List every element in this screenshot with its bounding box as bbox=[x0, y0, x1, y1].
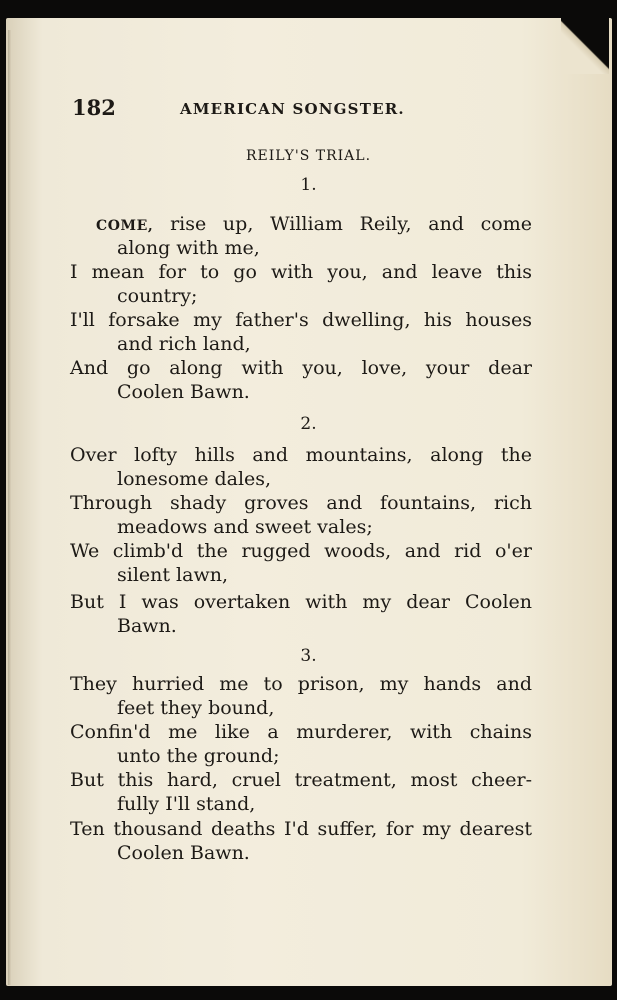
verse-line-continuation: lonesome dales, bbox=[117, 468, 272, 490]
page-number: 182 bbox=[72, 95, 116, 120]
verse-line-continuation: Bawn. bbox=[117, 615, 177, 637]
song-title: REILY'S TRIAL. bbox=[245, 148, 372, 164]
drop-word: COME, bbox=[96, 218, 154, 234]
verse-line: Over lofty hills and mountains, along the bbox=[70, 444, 532, 466]
verse-line bbox=[96, 212, 532, 238]
verse-line: Ten thousand deaths I'd suffer, for my dearest bbox=[70, 818, 532, 840]
verse-line: But this hard, cruel treatment, most cheer- bbox=[70, 769, 532, 791]
verse-line: I'll forsake my father's dwelling, his houses bbox=[70, 309, 532, 331]
verse-line-continuation: silent lawn, bbox=[117, 564, 229, 586]
verse-line-continuation: feet they bound, bbox=[117, 697, 275, 719]
verse-line: Confin'd me like a murderer, with chains bbox=[70, 721, 532, 743]
verse-line: I mean for to go with you, and leave this bbox=[70, 261, 532, 283]
verse-number: 1. bbox=[300, 175, 317, 195]
verse-line: But I was overtaken with my dear Coolen bbox=[70, 591, 532, 613]
verse-number: 3. bbox=[300, 646, 317, 666]
line-text: rise up, William Reily, and come bbox=[170, 213, 532, 235]
verse-line-continuation: country; bbox=[117, 285, 198, 307]
verse-line: We climb'd the rugged woods, and rid o'er bbox=[70, 540, 532, 562]
running-title: AMERICAN SONGSTER. bbox=[180, 100, 405, 118]
verse-line: They hurried me to prison, my hands and bbox=[70, 673, 532, 695]
verse-line-continuation: fully I'll stand, bbox=[117, 793, 256, 815]
verse-line: And go along with you, love, your dear bbox=[70, 357, 532, 379]
verse-line-continuation: and rich land, bbox=[117, 333, 251, 355]
verse-number: 2. bbox=[300, 414, 317, 434]
dog-eared-corner bbox=[561, 18, 609, 74]
verse-line-continuation: meadows and sweet vales; bbox=[117, 516, 373, 538]
page-header bbox=[0, 95, 617, 125]
verse-line-continuation: Coolen Bawn. bbox=[117, 842, 250, 864]
verse-line: Through shady groves and fountains, rich bbox=[70, 492, 532, 514]
page-gutter bbox=[8, 30, 11, 985]
verse-line-continuation: along with me, bbox=[117, 237, 260, 259]
verse-line-continuation: Coolen Bawn. bbox=[117, 381, 250, 403]
verse-line-continuation: unto the ground; bbox=[117, 745, 280, 767]
